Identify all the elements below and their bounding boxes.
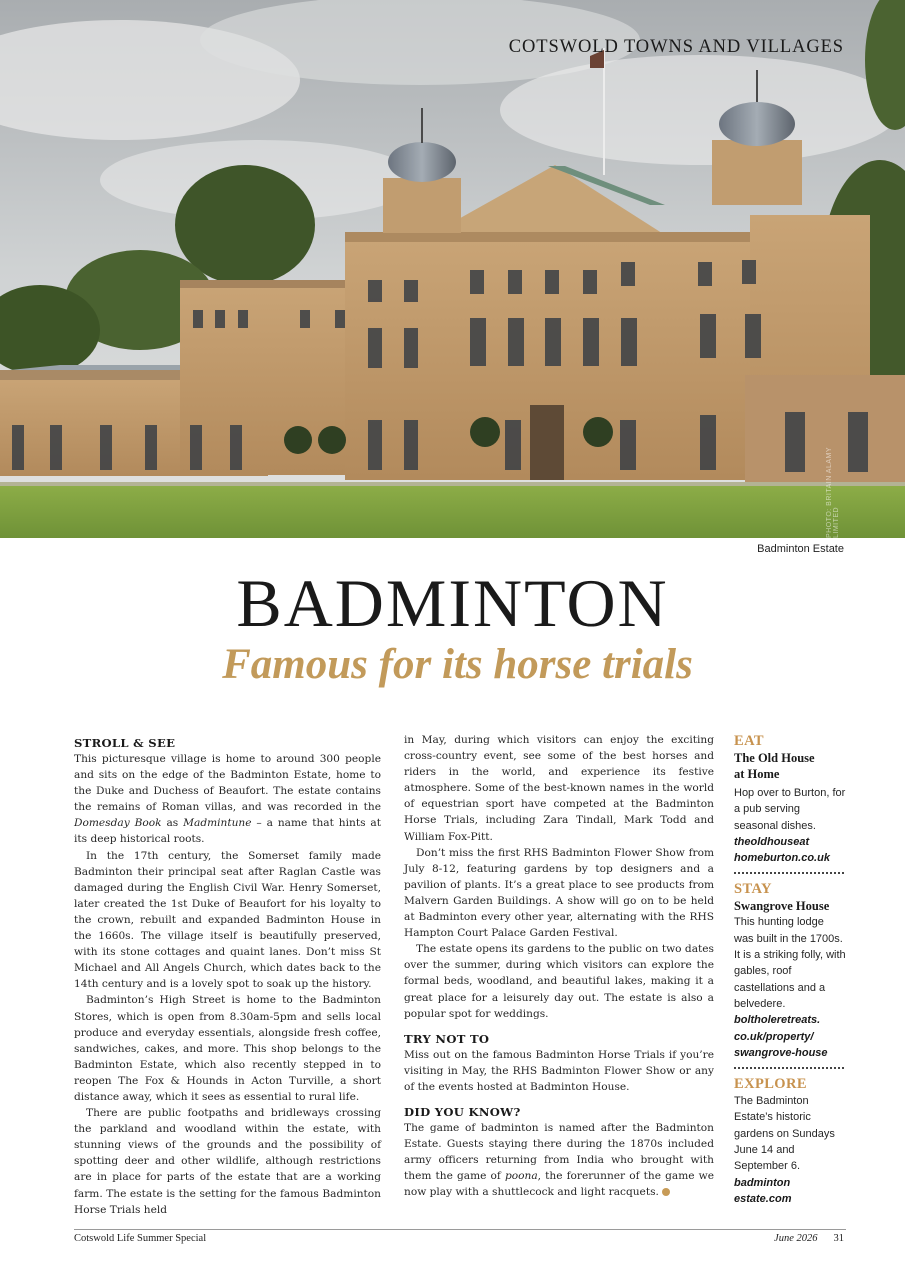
text-run-italic: Madmintune xyxy=(183,817,252,830)
paragraph xyxy=(74,751,381,848)
paragraph: There are public footpaths and bridleways crossing the parkland and woodland within the estate, with stunning views of the grounds and the possibility of spotting deer and other wildlife, although restrictions are in place for parts of the estate that are a working farm. The estate is the setting for the famous Badminton Horse Trials held xyxy=(74,1107,381,1216)
sidebar-link[interactable]: co.uk/property/ xyxy=(734,1030,814,1043)
sidebar-label-explore: EXPLORE xyxy=(734,1076,807,1093)
sidebar-description: This hunting lodge was built in the 1700s. It is a striking folly, with gables, roof castellations and a belvedere. xyxy=(734,916,846,1010)
sidebar-link[interactable]: boltholeretreats. xyxy=(734,1014,821,1027)
text-run: – a name that hints at its deep historical roots. xyxy=(74,817,381,846)
sidebar-link[interactable]: badminton xyxy=(734,1176,791,1189)
photo-credit: PHOTO: BRITAIN ALAMY LIMITED xyxy=(826,447,840,538)
text-run: as xyxy=(161,817,184,830)
paragraph: In the 17th century, the Somerset family made Badminton their principal seat after Raglan Castle was damaged during the English Civil War. Henry Somerset, later created the 1st Duke of Beaufort for his loyalty to the crown, rebuilt and expanded Badminton House in the 1660s. The village itself is beautifully preserved, with its stone cottages and quaint lanes. Don’t miss St Michael and All Angels Church, which dates back to the 14th century and is a lovely spot to soak up the history. xyxy=(74,849,381,991)
sidebar-description: The Badminton Estate’s historic gardens on Sundays June 14 and September 6. xyxy=(734,1095,835,1173)
badminton-house-illustration xyxy=(0,0,905,538)
photo-caption: Badminton Estate xyxy=(757,543,844,555)
sidebar-link[interactable]: swangrove-house xyxy=(734,1046,828,1059)
dotted-divider xyxy=(734,872,844,874)
sidebar-label-stay: STAY xyxy=(734,881,772,898)
hero-photo xyxy=(0,0,905,538)
sidebar-link[interactable]: estate.com xyxy=(734,1192,792,1205)
heading-try-not-to: TRY NOT TO xyxy=(404,1031,490,1046)
sidebar xyxy=(734,733,846,1207)
page-number: 31 xyxy=(833,1233,844,1244)
issue-date: June 2026 xyxy=(774,1233,818,1244)
sidebar-venue-name: Swangrove House xyxy=(734,899,830,914)
dotted-divider xyxy=(734,1067,844,1069)
article-subtitle: Famous for its horse trials xyxy=(222,641,693,688)
paragraph: The estate opens its gardens to the public on two dates over the summer, during which visitors can explore the formal beds, woodland, and beautiful lakes, making it a great place for a leisurely day out. The estate is also a popular spot for weddings. xyxy=(404,943,714,1020)
sidebar-link[interactable]: theoldhouseat xyxy=(734,835,810,848)
sidebar-description: Hop over to Burton, for a pub serving seasonal dishes. xyxy=(734,787,846,832)
footer-rule xyxy=(74,1229,846,1230)
section-kicker: COTSWOLD TOWNS AND VILLAGES xyxy=(508,37,844,57)
article-title: BADMINTON xyxy=(236,565,669,641)
sidebar-label-eat: EAT xyxy=(734,733,764,749)
paragraph: in May, during which visitors can enjoy the exciting cross-country event, see some of the best horses and riders in the world, and experience its festive atmosphere. Some of the best-known names in the world of equestrian sport have competed at the Badminton Horse Trials, including Zara Tindall, Mark Todd and William Fox-Pitt. xyxy=(404,734,714,843)
text-run-italic: poona xyxy=(504,1170,538,1183)
paragraph: Miss out on the famous Badminton Horse Trials if you’re visiting in May, the RHS Badminton Flower Show or any of the events hosted at Badminton House. xyxy=(404,1048,714,1093)
text-run-italic: Domesday Book xyxy=(74,817,162,830)
paragraph: Don’t miss the first RHS Badminton Flower Show from July 8-12, featuring gardens by top designers and a pavilion of plants. It’s a great place to see products from Malvern Garden Buildings. A show will go on to be held at Badminton every other year, alternating with the RHS Hampton Court Palace Garden Festival. xyxy=(404,846,714,940)
publication-name: Cotswold Life Summer Special xyxy=(74,1233,207,1244)
text-run: The game of badminton is named after the Badminton Estate. Guests staying there during the 1870s included army officers returning from India who brought with them the game of xyxy=(404,1121,714,1183)
heading-stroll-and-see: STROLL & SEE xyxy=(74,736,176,750)
text-run: , the forerunner of the game we now play with a shuttlecock and light racquets. xyxy=(404,1170,714,1199)
sidebar-venue-name: The Old House xyxy=(734,751,815,765)
body-column-1 xyxy=(74,732,381,1218)
paragraph xyxy=(404,1120,714,1200)
heading-did-you-know: DID YOU KNOW? xyxy=(404,1104,521,1119)
end-mark-dot xyxy=(662,1188,670,1196)
sidebar-venue-name: at Home xyxy=(734,767,780,781)
footer-folio xyxy=(774,1233,844,1244)
paragraph: Badminton’s High Street is home to the Badminton Stores, which is open from 8.30am-5pm and sells local produce and everyday essentials, alongside fresh coffee, sandwiches, cakes, and more. This shop belongs to the Badminton Estate, which also recently stepped in to reopen The Fox & Hounds in Acton Turville, a short distance away, which it sees as essential to rural life. xyxy=(74,994,381,1103)
body-column-2 xyxy=(404,732,714,1200)
text-run: This picturesque village is home to around 300 people and sits on the edge of the Badminton Estate, home to the Duke and Duchess of Beaufort. The estate contains the remains of Roman villas, and was recorded in the xyxy=(74,753,381,814)
sidebar-link[interactable]: homeburton.co.uk xyxy=(734,852,830,865)
